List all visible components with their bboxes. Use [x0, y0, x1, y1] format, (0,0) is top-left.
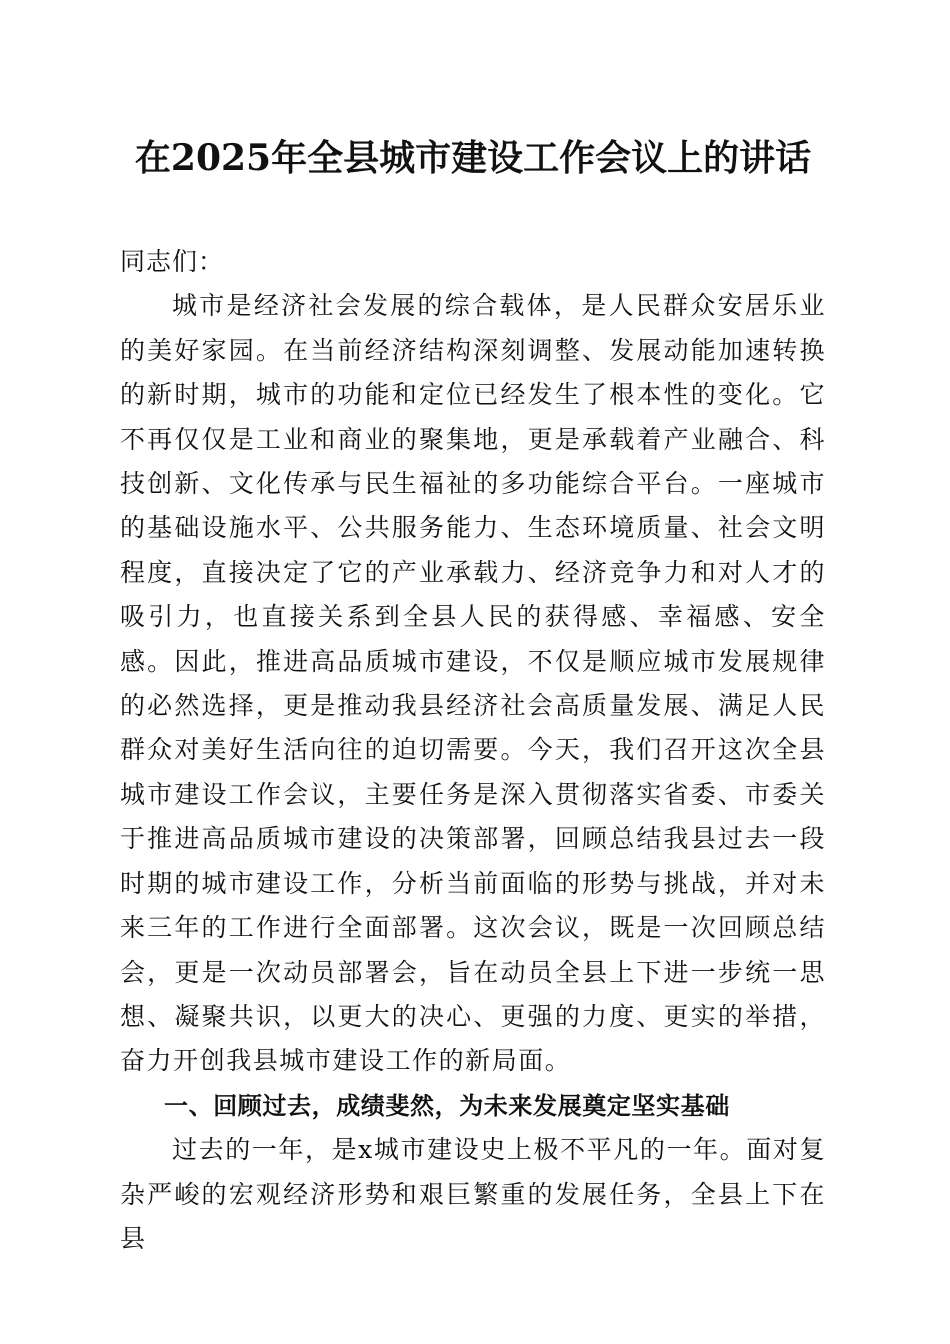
intro-paragraph: 城市是经济社会发展的综合载体，是人民群众安居乐业的美好家园。在当前经济结构深刻调整、发展动能加速转换的新时期，城市的功能和定位已经发生了根本性的变化。它不再仅仅是工业和商业的聚集地，更是承载着产业融合、科技创新、文化传承与民生福祉的多功能综合平台。一座城市的基础设施水平、公共服务能力、生态环境质量、社会文明程度，直接决定了它的产业承载力、经济竞争力和对人才的吸引力，也直接关系到全县人民的获得感、幸福感、安全感。因此，推进高品质城市建设，不仅是顺应城市发展规律的必然选择，更是推动我县经济社会高质量发展、满足人民群众对美好生活向往的迫切需要。今天，我们召开这次全县城市建设工作会议，主要任务是深入贯彻落实省委、市委关于推进高品质城市建设的决策部署，回顾总结我县过去一段时期的城市建设工作，分析当前面临的形势与挑战，并对未来三年的工作进行全面部署。这次会议，既是一次回顾总结会，更是一次动员部署会，旨在动员全县上下进一步统一思想、凝聚共识，以更大的决心、更强的力度、更实的举措，奋力开创我县城市建设工作的新局面。: [120, 291, 826, 1076]
section-heading: 一、回顾过去，成绩斐然，为未来发展奠定坚实基础: [164, 1091, 730, 1120]
document-page: [120, 128, 826, 1261]
document-title: 在2025年全县城市建设工作会议上的讲话: [134, 137, 812, 179]
section-paragraph: 过去的一年，是x城市建设史上极不平凡的一年。面对复杂严峻的宏观经济形势和艰巨繁重的发展任务，全县上下在县: [120, 1135, 826, 1253]
salutation: 同志们：: [120, 247, 225, 276]
